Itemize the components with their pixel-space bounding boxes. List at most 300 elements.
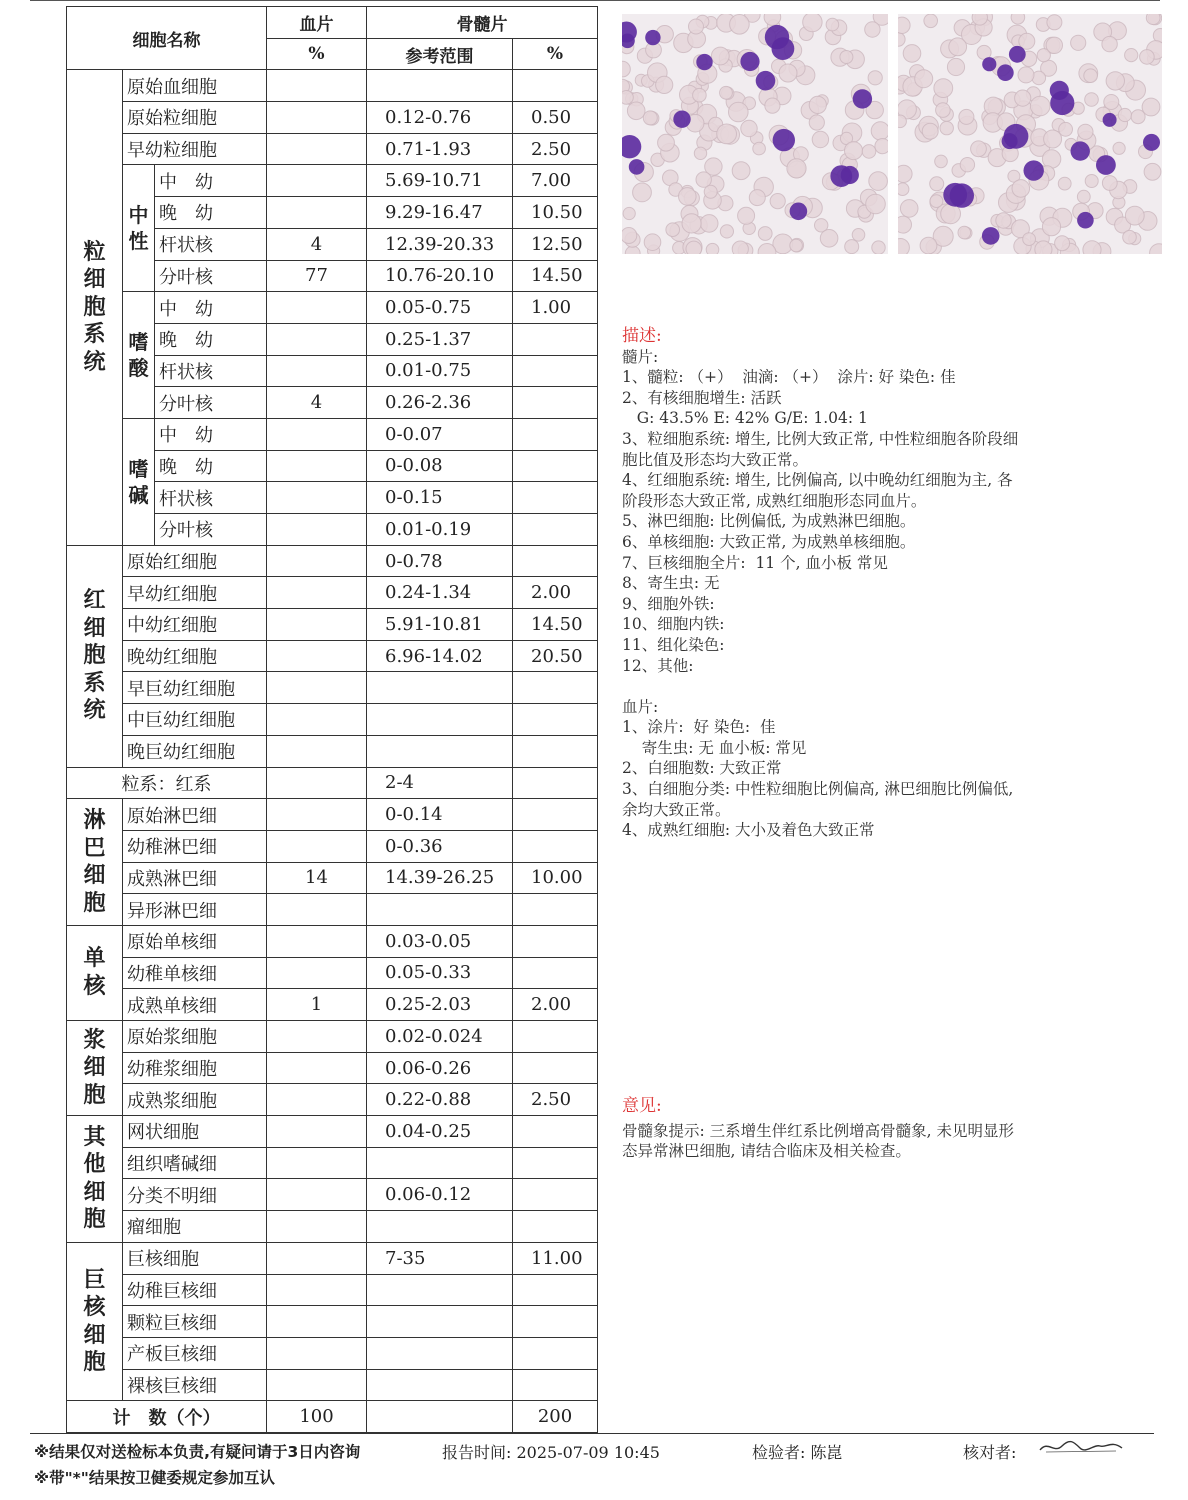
cell-name: 中 幼 [155,418,267,450]
blood-value [267,767,367,799]
header-marrow: 骨髓片 [367,7,598,39]
cell-name: 中巨幼红细胞 [123,704,267,736]
ref-range: 5.69-10.71 [367,165,513,197]
red-blood-cell [1131,110,1145,124]
blood-value [267,165,367,197]
blood-value [267,418,367,450]
marrow-pct: 11.00 [513,1242,598,1274]
blood-value [267,514,367,546]
marrow-pct: 14.50 [513,260,598,292]
blood-value [267,323,367,355]
red-blood-cell [622,228,637,244]
red-blood-cell [1084,69,1098,83]
red-blood-cell [1077,190,1090,203]
ref-range: 0.03-0.05 [367,925,513,957]
description-line: 4、成熟红细胞: 大小及着色大致正常 [622,821,875,840]
red-blood-cell [1142,98,1160,116]
table-row [67,577,598,609]
cell-name: 晚幼红细胞 [123,640,267,672]
red-blood-cell [729,102,749,122]
description-title: 描述: [622,326,662,346]
ref-range: 0-0.14 [367,799,513,831]
red-blood-cell [720,86,733,99]
red-blood-cell [790,239,803,252]
group-label: 浆细胞 [67,1021,123,1116]
red-blood-cell [1030,96,1050,116]
marrow-pct: 10.50 [513,197,598,229]
ref-range: 0.06-0.26 [367,1052,513,1084]
red-blood-cell [803,14,822,32]
cell-name: 中幼红细胞 [123,609,267,641]
cell-name: 原始淋巴细 [123,799,267,831]
cell-name: 幼稚巨核细 [123,1274,267,1306]
table-row [67,1274,598,1306]
red-blood-cell [875,139,888,154]
reviewer-signature [1036,1436,1126,1458]
red-blood-cell [1144,163,1161,180]
ref-range [367,1306,513,1338]
red-blood-cell [1140,50,1155,65]
ref-range: 0-0.36 [367,830,513,862]
table-row [67,1242,598,1274]
red-blood-cell [1018,67,1034,83]
marrow-pct [513,70,598,102]
ref-range: 0.24-1.34 [367,577,513,609]
red-blood-cell [787,159,806,178]
table-row [67,1084,598,1116]
marrow-pct [513,830,598,862]
red-blood-cell [971,141,987,157]
group-label: 巨核细胞 [67,1242,123,1400]
total-ref [367,1401,513,1433]
nucleated-cell [696,54,712,70]
red-blood-cell [779,64,797,82]
red-blood-cell [900,200,918,218]
table-row [67,735,598,767]
description-line: 11、组化染色: [622,635,725,654]
marrow-pct: 14.50 [513,609,598,641]
description-line: 阶段形态大致正常, 成熟红细胞形态同血片。 [622,491,927,510]
red-blood-cell [949,38,967,56]
red-blood-cell [996,213,1011,228]
table-row [67,1369,598,1401]
nucleated-cell [790,203,808,221]
description-line: 胞比值及形态均大致正常。 [622,450,809,469]
top-border [30,0,1160,1]
marrow-pct [513,1116,598,1148]
red-blood-cell [1125,49,1138,62]
blood-value [267,1052,367,1084]
total-label: 计 数（个） [67,1401,267,1433]
marrow-pct [513,1179,598,1211]
ref-range: 6.96-14.02 [367,640,513,672]
table-row [67,1147,598,1179]
description-line: 12、其他: [622,656,694,675]
ref-range [367,894,513,926]
blood-value [267,735,367,767]
description-line: 余均大致正常。 [622,800,731,819]
ref-range [367,1337,513,1369]
red-blood-cell [872,241,885,254]
red-blood-cell [1106,72,1124,90]
blood-value [267,1021,367,1053]
description-line: 2、有核细胞增生: 活跃 [622,388,782,407]
marrow-pct [513,1021,598,1053]
cell-name: 异形淋巴细 [123,894,267,926]
nucleated-cell [629,159,645,175]
red-blood-cell [924,14,938,28]
blood-value [267,1306,367,1338]
red-blood-cell [903,45,921,63]
cell-name: 幼稚浆细胞 [123,1052,267,1084]
nucleated-cell [773,129,795,151]
blood-value [267,1116,367,1148]
marrow-pct [513,387,598,419]
red-blood-cell [865,22,880,37]
ref-range: 2-4 [367,767,513,799]
blood-value [267,1084,367,1116]
marrow-pct [513,894,598,926]
table-row [67,1052,598,1084]
red-blood-cell [959,109,974,124]
group-label: 单核 [67,925,123,1020]
red-blood-cell [898,216,912,233]
ref-range [367,735,513,767]
nucleated-cell [982,57,996,71]
marrow-pct [513,1337,598,1369]
red-blood-cell [936,103,951,118]
table-row [67,292,598,324]
ref-range: 0.04-0.25 [367,1116,513,1148]
description-line: 8、寄生虫: 无 [622,574,720,593]
nucleated-cell [622,22,637,43]
nucleated-cell [645,30,660,45]
blood-value [267,830,367,862]
nucleated-cell [1103,113,1117,127]
red-blood-cell [947,58,964,75]
opinion-line: 骨髓象提示: 三系增生伴红系比例增高骨髓象, 未见明显形 [622,1121,1015,1140]
cell-name: 裸核巨核细 [123,1369,267,1401]
red-blood-cell [1085,93,1099,107]
red-blood-cell [809,96,826,113]
red-blood-cell [1058,177,1071,190]
marrow-pct: 1.00 [513,292,598,324]
table-row [67,1021,598,1053]
ratio-label: 粒系：红系 [67,767,267,799]
table-row [67,957,598,989]
red-blood-cell [940,121,953,134]
blood-value: 4 [267,228,367,260]
cell-name: 中 幼 [155,165,267,197]
group-label: 淋巴细胞 [67,799,123,926]
red-blood-cell [871,122,888,140]
cell-name: 成熟单核细 [123,989,267,1021]
cell-name: 晚巨幼红细胞 [123,735,267,767]
header-blood-pct: % [267,38,367,70]
red-blood-cell [1055,236,1070,251]
red-blood-cell [732,241,748,254]
cell-name: 成熟浆细胞 [123,1084,267,1116]
ref-range [367,704,513,736]
red-blood-cell [845,142,863,160]
red-blood-cell [633,183,652,202]
ref-range [367,1369,513,1401]
ref-range: 10.76-20.10 [367,260,513,292]
total-row [67,1401,598,1433]
description-line: 6、单核细胞: 大致正常, 为成熟单核细胞。 [622,532,916,551]
cell-name: 杆状核 [155,482,267,514]
cell-name: 杆状核 [155,228,267,260]
red-blood-cell [679,188,697,206]
red-blood-cell [732,162,750,180]
table-row [67,1337,598,1369]
nucleated-cell [1024,160,1044,180]
red-blood-cell [694,147,706,159]
ref-range [367,1147,513,1179]
cell-name: 原始单核细 [123,925,267,957]
blood-value [267,957,367,989]
red-blood-cell [915,70,933,88]
red-blood-cell [1042,218,1060,236]
nucleated-cell [740,52,759,71]
opinion-line: 态异常淋巴细胞, 请结合临床及相关检查。 [622,1142,911,1161]
marrow-pct [513,514,598,546]
cell-name: 晚 幼 [155,450,267,482]
cell-name: 分叶核 [155,514,267,546]
red-blood-cell [1059,122,1073,136]
red-blood-cell [1078,124,1093,139]
bone-marrow-micrograph-right [898,14,1162,254]
cell-name: 中 幼 [155,292,267,324]
red-blood-cell [845,240,859,254]
ref-range [367,1274,513,1306]
marrow-pct [513,450,598,482]
ref-range: 0.02-0.024 [367,1021,513,1053]
description-line: G: 43.5% E: 42% G/E: 1.04: 1 [622,409,868,428]
cell-name: 分叶核 [155,387,267,419]
table-row [67,1306,598,1338]
red-blood-cell [765,98,780,113]
cell-name: 产板巨核细 [123,1337,267,1369]
blood-value [267,609,367,641]
table-row [67,862,598,894]
blood-value [267,799,367,831]
table-row [67,799,598,831]
blood-value: 1 [267,989,367,1021]
ref-range: 9.29-16.47 [367,197,513,229]
red-blood-cell [920,237,937,254]
cell-name: 早幼粒细胞 [123,133,267,165]
ref-range: 0.06-0.12 [367,1179,513,1211]
marrow-pct [513,1306,598,1338]
red-blood-cell [898,17,910,33]
ref-range: 5.91-10.81 [367,609,513,641]
cell-name: 巨核细胞 [123,1242,267,1274]
subgroup-label: 中性 [123,165,155,292]
red-blood-cell [862,145,876,159]
red-blood-cell [700,215,718,233]
red-blood-cell [706,243,719,254]
marrow-pct [513,957,598,989]
ref-range: 0.71-1.93 [367,133,513,165]
blood-value [267,1211,367,1243]
red-blood-cell [898,33,905,47]
red-blood-cell [1023,233,1036,246]
description-line: 2、白细胞数: 大致正常 [622,759,782,778]
cell-name: 晚 幼 [155,323,267,355]
nucleated-cell [622,135,641,158]
red-blood-cell [1083,241,1101,254]
group-label: 其他细胞 [67,1116,123,1243]
table-row [67,1211,598,1243]
red-blood-cell [935,155,948,168]
description-line: 9、细胞外铁: [622,594,715,613]
cell-name: 网状细胞 [123,1116,267,1148]
nucleated-cell [772,37,795,60]
red-blood-cell [1011,14,1025,24]
red-blood-cell [1102,176,1117,191]
blood-value [267,133,367,165]
footer-note-1: ※结果仅对送检标本负责,有疑问请于3日内咨询 [34,1443,361,1461]
red-blood-cell [868,71,882,85]
table-row [67,1179,598,1211]
red-blood-cell [758,227,772,241]
table-row [67,545,598,577]
marrow-pct [513,418,598,450]
group-label: 粒细胞系统 [67,70,123,545]
subgroup-label: 嗜碱 [123,418,155,545]
red-blood-cell [770,194,785,209]
red-blood-cell [764,14,781,25]
nucleated-cell [997,64,1014,81]
ref-range: 0-0.78 [367,545,513,577]
table-row [67,894,598,926]
blood-value [267,482,367,514]
marrow-pct: 2.50 [513,133,598,165]
blood-value [267,640,367,672]
table-row [67,704,598,736]
cell-name: 分叶核 [155,260,267,292]
red-blood-cell [1102,36,1117,51]
blood-value [267,1337,367,1369]
nucleated-cell [673,111,690,128]
red-blood-cell [730,15,750,35]
marrow-pct [513,1369,598,1401]
red-blood-cell [622,61,630,77]
red-blood-cell [1042,150,1060,168]
table-row [67,70,598,102]
ref-range: 0.12-0.76 [367,102,513,134]
red-blood-cell [840,51,853,64]
opinion-section [622,1096,1112,1162]
cell-name: 原始粒细胞 [123,102,267,134]
red-blood-cell [693,88,707,102]
group-label: 红细胞系统 [67,545,123,767]
marrow-pct [513,545,598,577]
footer-divider [30,1433,1154,1434]
red-blood-cell [741,120,757,136]
red-blood-cell [958,226,971,239]
red-blood-cell [898,115,906,128]
description-line: 3、粒细胞系统: 增生, 比例大致正常, 中性粒细胞各阶段细 [622,429,1019,448]
red-blood-cell [1123,230,1137,244]
nucleated-cell [756,71,776,91]
total-blood: 100 [267,1401,367,1433]
ref-range: 0.22-0.88 [367,1084,513,1116]
marrow-pct: 12.50 [513,228,598,260]
marrow-pct: 2.00 [513,989,598,1021]
red-blood-cell [812,131,828,147]
red-blood-cell [1047,15,1062,30]
header-blood: 血片 [267,7,367,39]
nucleated-cell [982,227,1000,245]
red-blood-cell [960,158,974,172]
ref-range: 0-0.08 [367,450,513,482]
red-blood-cell [656,76,673,93]
report-time: 报告时间: 2025-07-09 10:45 [442,1443,660,1462]
blood-value [267,1179,367,1211]
marrow-pct: 0.50 [513,102,598,134]
ref-range: 0-0.07 [367,418,513,450]
footer-note-2: ※带"*"结果按卫健委规定参加互认 [34,1469,275,1487]
description-line [622,676,1112,697]
table-row [67,133,598,165]
nucleated-cell [1071,141,1090,160]
nucleated-cell [830,165,852,187]
table-row [67,1116,598,1148]
blood-value [267,545,367,577]
marrow-pct [513,1147,598,1179]
ref-range [367,1211,513,1243]
red-blood-cell [623,207,635,219]
blood-value: 4 [267,387,367,419]
ref-range: 0.01-0.75 [367,355,513,387]
red-blood-cell [1118,108,1131,121]
nucleated-cell [950,183,974,207]
nucleated-cell [853,89,872,108]
ref-range: 0.25-1.37 [367,323,513,355]
description-line: 血片: [622,697,659,716]
subgroup-label: 嗜酸 [123,292,155,419]
red-blood-cell [704,185,717,198]
table-row [67,165,598,197]
table-row [67,640,598,672]
ref-range: 0-0.15 [367,482,513,514]
blood-value [267,1274,367,1306]
ref-range: 0.01-0.19 [367,514,513,546]
marrow-pct: 2.50 [513,1084,598,1116]
blood-value [267,704,367,736]
red-blood-cell [898,239,909,255]
ref-range: 0.05-0.33 [367,957,513,989]
cell-count-table [66,6,598,1433]
marrow-pct: 7.00 [513,165,598,197]
ref-range: 14.39-26.25 [367,862,513,894]
header-ref-range: 参考范围 [367,38,513,70]
ref-range [367,70,513,102]
red-blood-cell [1012,180,1030,198]
header-cell-name: 细胞名称 [67,7,267,70]
cell-name: 原始红细胞 [123,545,267,577]
red-blood-cell [898,183,909,196]
description-line: 寄生虫: 无 血小板: 常见 [622,738,807,757]
blood-value [267,450,367,482]
red-blood-cell [720,225,733,238]
table-row [67,418,598,450]
red-blood-cell [717,124,737,144]
blood-value [267,894,367,926]
nucleated-cell [1096,155,1116,175]
